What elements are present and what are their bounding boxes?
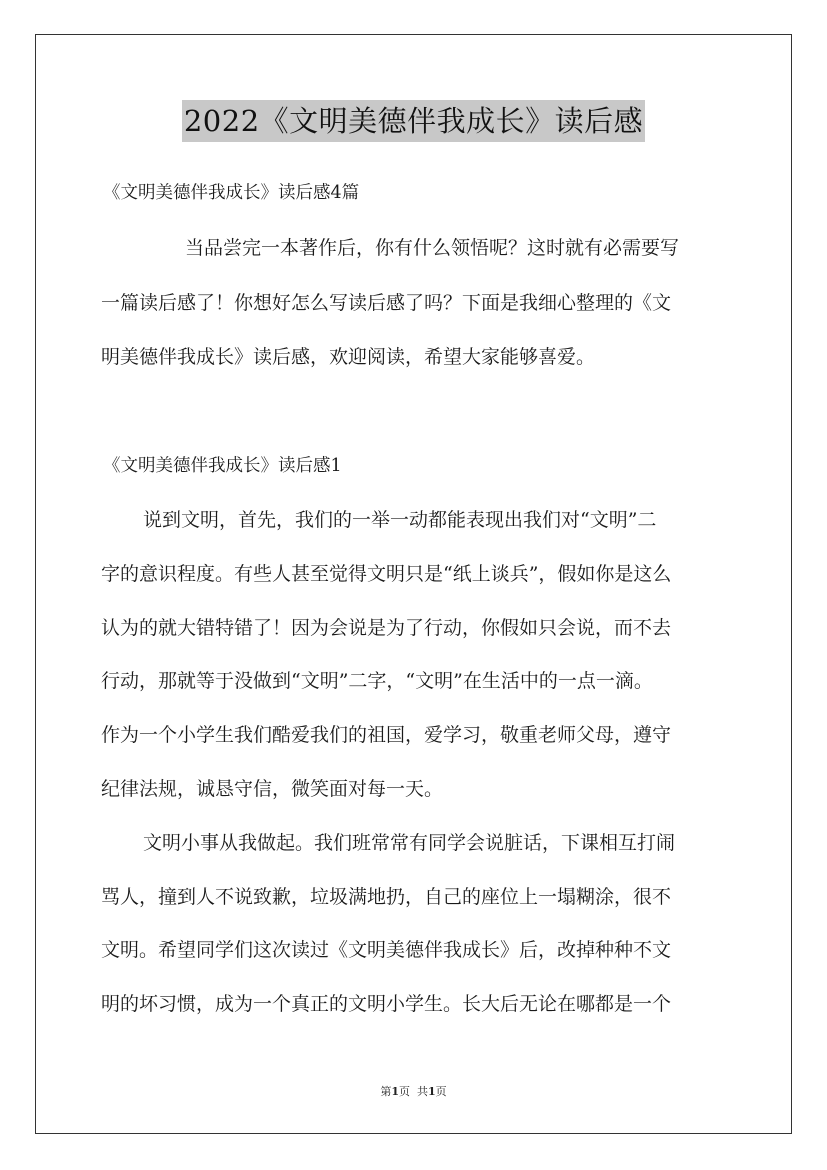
paragraph-line: 认为的就大错特错了！因为会说是为了行动，你假如只会说，而不去 — [101, 617, 672, 639]
page-suffix: 页 — [399, 1085, 410, 1098]
page-current: 1 — [391, 1085, 399, 1098]
title-container — [0, 100, 827, 142]
paragraph-line: 作为一个小学生我们酷爱我们的祖国，爱学习，敬重老师父母，遵守 — [101, 724, 672, 746]
paragraph-line: 行动，那就等于没做到“文明”二字，“文明”在生活中的一点一滴。 — [101, 670, 653, 692]
page-footer — [0, 1083, 827, 1101]
paragraph-line: 文明小事从我做起。我们班常常有同学会说脏话，下课相互打闹 — [143, 832, 676, 854]
paragraph-line: 骂人，撞到人不说致歉，垃圾满地扔，自己的座位上一塌糊涂，很不 — [101, 886, 672, 908]
intro-line: 当品尝完一本著作后，你有什么领悟呢？这时就有必需要写 — [185, 237, 680, 259]
paragraph-line: 文明。希望同学们这次读过《文明美德伴我成长》后，改掉种种不文 — [101, 939, 672, 961]
intro-line: 明美德伴我成长》读后感，欢迎阅读，希望大家能够喜爱。 — [101, 346, 596, 368]
intro-line: 一篇读后感了！你想好怎么写读后感了吗？下面是我细心整理的《文 — [101, 292, 672, 314]
page-prefix: 第 — [380, 1085, 392, 1098]
paragraph-line: 说到文明，首先，我们的一举一动都能表现出我们对“文明”二 — [143, 509, 657, 531]
section-heading: 《文明美德伴我成长》读后感1 — [103, 456, 342, 476]
paragraph-line: 明的坏习惯，成为一个真正的文明小学生。长大后无论在哪都是一个 — [101, 993, 672, 1015]
paragraph-line: 纪律法规，诚恳守信，微笑面对每一天。 — [101, 778, 444, 800]
total-suffix: 页 — [435, 1085, 447, 1098]
total-prefix: 共 — [417, 1085, 428, 1098]
paragraph-line: 字的意识程度。有些人甚至觉得文明只是“纸上谈兵”，假如你是这么 — [101, 563, 672, 585]
document-title: 2022《文明美德伴我成长》读后感 — [182, 100, 645, 142]
document-subtitle: 《文明美德伴我成长》读后感4篇 — [103, 183, 360, 203]
page-total: 1 — [428, 1085, 436, 1098]
